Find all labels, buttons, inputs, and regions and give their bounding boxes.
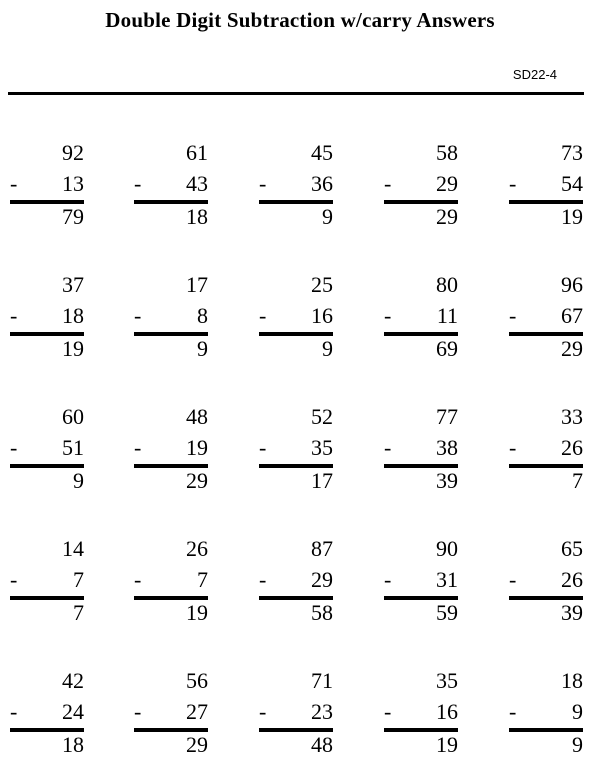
minus-sign: - [134,435,142,460]
answer: 29 [561,336,583,361]
minus-sign: - [134,699,142,724]
subtraction-problem [384,274,458,384]
subtraction-problem [10,538,84,648]
minuend: 71 [311,668,333,693]
subtraction-problem [10,406,84,516]
subtraction-problem [134,538,208,648]
subtraction-problem [509,142,583,252]
subtrahend: 7 [197,567,208,592]
subtraction-problem [259,670,333,780]
answer: 9 [322,336,333,361]
minuend: 48 [186,404,208,429]
subtraction-problem [10,274,84,384]
minuend: 73 [561,140,583,165]
answer: 39 [436,468,458,493]
minus-sign: - [509,567,517,592]
minuend: 18 [561,668,583,693]
minuend: 65 [561,536,583,561]
minus-sign: - [134,171,142,196]
subtrahend: 67 [561,303,583,328]
minus-sign: - [259,435,267,460]
minuend: 37 [62,272,84,297]
minus-sign: - [10,567,18,592]
answer: 48 [311,732,333,757]
minus-sign: - [509,171,517,196]
subtrahend: 16 [311,303,333,328]
header-rule [8,92,584,95]
subtrahend: 51 [62,435,84,460]
subtrahend: 18 [62,303,84,328]
minuend: 14 [62,536,84,561]
subtraction-problem [384,538,458,648]
answer: 19 [561,204,583,229]
minus-sign: - [10,171,18,196]
subtraction-problem [509,406,583,516]
answer: 29 [186,732,208,757]
minus-sign: - [384,171,392,196]
minus-sign: - [384,699,392,724]
minus-sign: - [10,699,18,724]
answer: 9 [322,204,333,229]
subtraction-problem [509,538,583,648]
minus-sign: - [259,699,267,724]
minuend: 90 [436,536,458,561]
answer: 19 [62,336,84,361]
answer: 9 [572,732,583,757]
answer: 17 [311,468,333,493]
minuend: 96 [561,272,583,297]
subtraction-problem [384,406,458,516]
subtraction-problem [259,538,333,648]
minus-sign: - [10,435,18,460]
subtraction-problem [509,274,583,384]
subtraction-problem [134,142,208,252]
subtrahend: 26 [561,567,583,592]
answer: 9 [197,336,208,361]
minuend: 52 [311,404,333,429]
minuend: 61 [186,140,208,165]
subtraction-problem [384,142,458,252]
page-title: Double Digit Subtraction w/carry Answers [105,8,495,32]
subtraction-problem [134,274,208,384]
answer: 39 [561,600,583,625]
minuend: 17 [186,272,208,297]
minuend: 58 [436,140,458,165]
minus-sign: - [509,435,517,460]
subtrahend: 19 [186,435,208,460]
subtrahend: 7 [73,567,84,592]
minus-sign: - [509,699,517,724]
minus-sign: - [259,303,267,328]
answer: 69 [436,336,458,361]
subtrahend: 35 [311,435,333,460]
subtrahend: 29 [311,567,333,592]
answer: 59 [436,600,458,625]
answer: 7 [73,600,84,625]
minuend: 35 [436,668,458,693]
minuend: 33 [561,404,583,429]
minuend: 87 [311,536,333,561]
subtrahend: 16 [436,699,458,724]
answer: 9 [73,468,84,493]
answer: 19 [436,732,458,757]
answer: 58 [311,600,333,625]
subtraction-problem [10,670,84,780]
subtrahend: 11 [436,303,458,328]
minus-sign: - [509,303,517,328]
minus-sign: - [384,435,392,460]
subtrahend: 24 [62,699,84,724]
minuend: 26 [186,536,208,561]
minus-sign: - [134,567,142,592]
minus-sign: - [10,303,18,328]
subtraction-problem [134,670,208,780]
answer: 18 [186,204,208,229]
minuend: 60 [62,404,84,429]
subtraction-problem [134,406,208,516]
subtrahend: 23 [311,699,333,724]
minuend: 42 [62,668,84,693]
minus-sign: - [384,303,392,328]
answer: 29 [186,468,208,493]
subtraction-problem [259,142,333,252]
minus-sign: - [384,567,392,592]
minus-sign: - [134,303,142,328]
subtraction-problem [259,406,333,516]
minus-sign: - [259,567,267,592]
subtraction-problem [509,670,583,780]
answer: 79 [62,204,84,229]
minuend: 77 [436,404,458,429]
minuend: 92 [62,140,84,165]
worksheet-code: SD22-4 [512,67,557,82]
minuend: 80 [436,272,458,297]
subtrahend: 43 [186,171,208,196]
subtrahend: 38 [436,435,458,460]
subtrahend: 26 [561,435,583,460]
answer: 7 [572,468,583,493]
subtrahend: 8 [197,303,208,328]
answer: 29 [436,204,458,229]
minuend: 56 [186,668,208,693]
subtrahend: 31 [436,567,458,592]
subtraction-problem [384,670,458,780]
answer: 19 [186,600,208,625]
subtrahend: 13 [62,171,84,196]
subtrahend: 54 [561,171,583,196]
subtrahend: 9 [572,699,583,724]
subtraction-problem [259,274,333,384]
minuend: 25 [311,272,333,297]
answer: 18 [62,732,84,757]
subtraction-problem [10,142,84,252]
subtrahend: 36 [311,171,333,196]
minuend: 45 [311,140,333,165]
minus-sign: - [259,171,267,196]
subtrahend: 27 [186,699,208,724]
subtrahend: 29 [436,171,458,196]
